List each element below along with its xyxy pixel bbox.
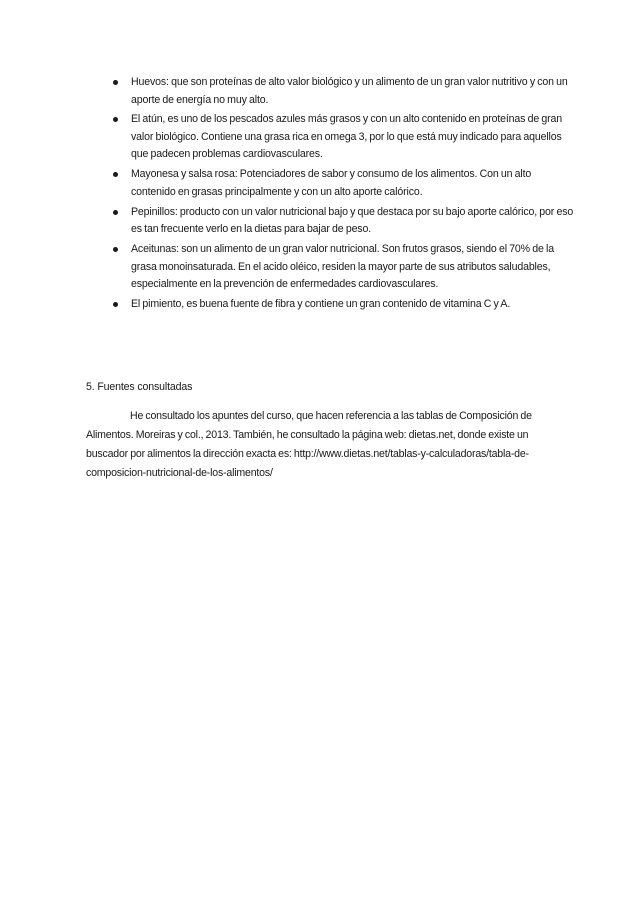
bullet-icon xyxy=(113,247,118,252)
bullet-list xyxy=(105,74,575,316)
section-heading: 5. Fuentes consultadas xyxy=(86,381,193,393)
bullet-icon xyxy=(113,117,118,122)
bullet-text: Pepinillos: producto con un valor nutricional bajo y que destaca por su bajo aporte calórico, por eso es tan frecuente verlo en la dietas para bajar de peso. xyxy=(131,205,574,236)
bullet-item-pimiento xyxy=(105,296,575,314)
bullet-item-mayonesa xyxy=(105,166,575,201)
bullet-icon xyxy=(113,172,118,177)
sources-paragraph: He consultado los apuntes del curso, que hacen referencia a las tablas de Composición de Alimentos. Moreiras y col., 2013. También, he consultado la página web: dietas.net, donde existe un buscador por alimentos la dirección exacta es: http://www.dietas.net/tablas-y-calculadoras/tabla-de-composicion-nutricional-de-los-alimentos/ xyxy=(86,410,532,479)
bullet-icon xyxy=(113,80,118,85)
bullet-icon xyxy=(113,210,118,215)
bullet-item-pepinillos xyxy=(105,204,575,239)
bullet-icon xyxy=(113,302,118,307)
bullet-item-huevos xyxy=(105,74,575,109)
bullet-text: Mayonesa y salsa rosa: Potenciadores de sabor y consumo de los alimentos. Con un alto contenido en grasas principalmente y con un alto aporte calórico. xyxy=(131,168,532,198)
bullet-item-atun xyxy=(105,111,575,164)
bullet-item-aceitunas xyxy=(105,241,575,294)
bullet-text: El pimiento, es buena fuente de fibra y contiene un gran contenido de vitamina C y A. xyxy=(131,297,511,310)
bullet-text: Huevos: que son proteínas de alto valor biológico y un alimento de un gran valor nutritivo y con un aporte de energía no muy alto. xyxy=(131,76,568,106)
bullet-text: El atún, es uno de los pescados azules más grasos y con un alto contenido en proteínas de gran valor biológico. Contiene una grasa rica en omega 3, por lo que está muy indicado para aquellos que padecen problemas cardiovasculares. xyxy=(131,113,562,161)
bullet-text: Aceitunas: son un alimento de un gran valor nutricional. Son frutos grasos, siendo el 70% de la grasa monoinsaturada. En el acido oléico, residen la mayor parte de sus atributos saludables, especialmente en la prevención de enfermedades cardiovasculares. xyxy=(131,243,554,291)
